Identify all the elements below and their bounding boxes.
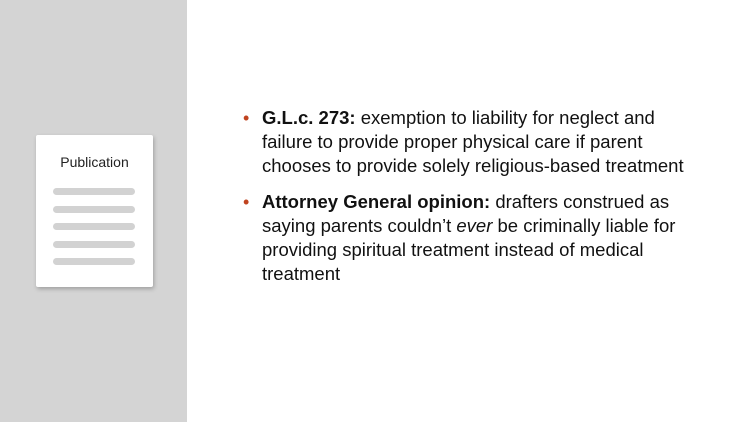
bullet-item-attorney-general [243, 190, 703, 286]
text-line-placeholder [53, 188, 135, 195]
bullet-text: be criminally liable for providing spiritual treatment instead of medical treatment [262, 215, 676, 284]
bullet-text: drafters construed as saying parents couldn’t [262, 191, 670, 236]
bullet-dot-icon: • [243, 192, 250, 212]
bullet-dot-icon: • [243, 108, 250, 128]
text-line-placeholder [53, 206, 135, 213]
bullet-item-glc-273 [243, 106, 703, 178]
left-panel [0, 0, 187, 422]
text-line-placeholder [53, 258, 135, 265]
text-line-placeholder [53, 241, 135, 248]
publication-title: Publication [60, 154, 129, 170]
bullet-list [243, 106, 703, 298]
bullet-term: Attorney General opinion: [262, 191, 491, 212]
bullet-text: exemption to liability for neglect and failure to provide proper physical care if parent chooses to provide solely religious-based treatment [262, 107, 684, 176]
bullet-term: G.L.c. 273: [262, 107, 356, 128]
publication-document-icon [36, 135, 153, 287]
bullet-emphasis: ever [456, 215, 493, 236]
text-line-placeholder [53, 223, 135, 230]
